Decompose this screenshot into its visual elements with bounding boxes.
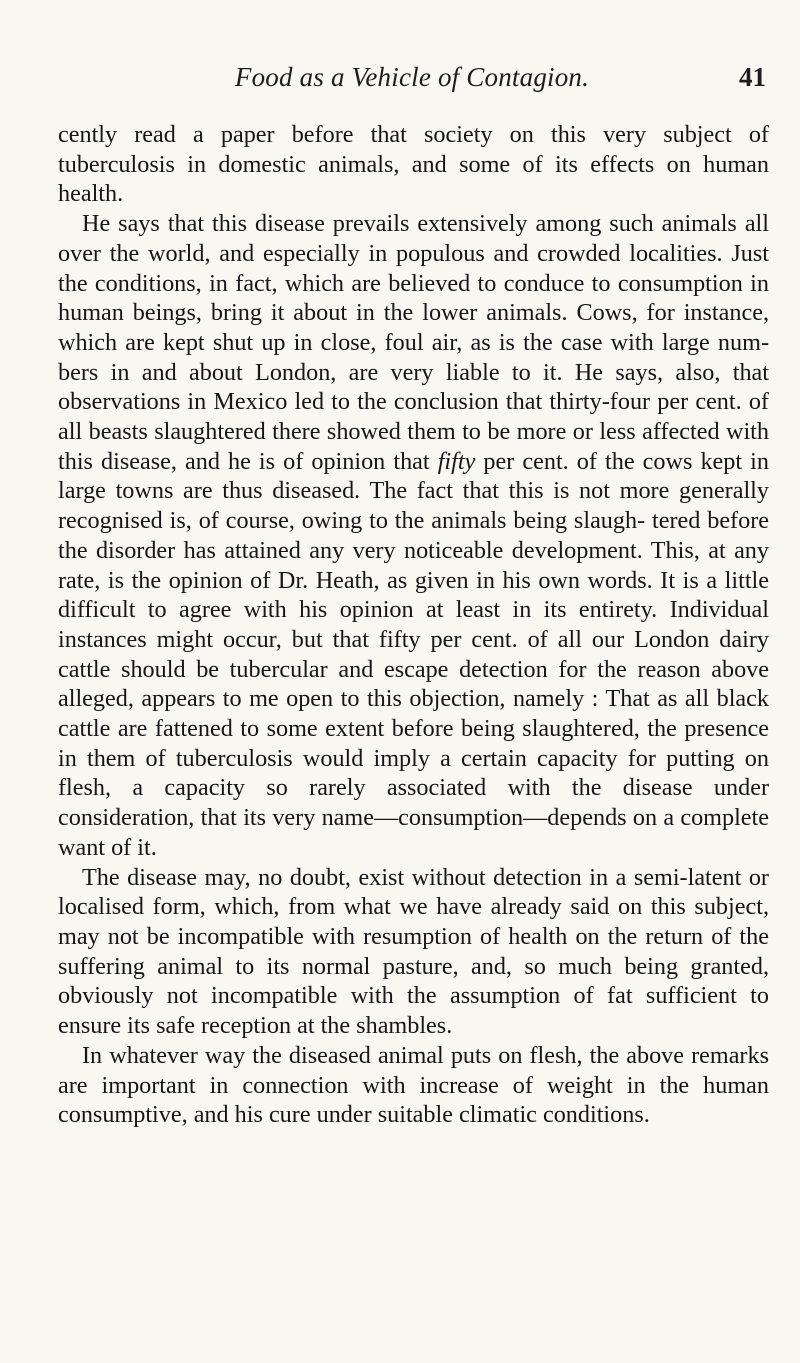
paragraph-4-text: In whatever way the diseased animal puts on flesh, the above remarks are important in connection with increase of weight in the human consumptive, and his cure under suitable climatic conditions.: [58, 1041, 769, 1129]
paragraph-2: [58, 209, 769, 862]
paragraph-1-text: cently read a paper before that society on this very subject of tuberculosis in domestic animals, and some of its effects on human health.: [58, 121, 769, 208]
emphasis-fifty: fifty: [437, 447, 476, 475]
paragraph-2-text-start: He says that this disease prevails extensively among such animals all over the world, and especially in populous and crowded localities. Just the conditions, in fact, which are believed to conduce to consumption in human beings, bring it about in the lower animals. Cows, for instance, which are kept shut up in close, foul air, as is the case with large num- bers in and about London, are very liable to it. He says, also, that observations in Mexico led to the conclusion that thirty-four per cent. of all beasts slaughtered there showed them to be more or less affected with this disease, and he is of opinion that: [58, 210, 769, 475]
page-number: 41: [739, 62, 766, 92]
body-text: [58, 120, 769, 1130]
page-header: [58, 62, 766, 104]
paragraph-3: [58, 863, 769, 1041]
paragraph-3-text: The disease may, no doubt, exist without detection in a semi-latent or localised form, which, from what we have already said on this subject, may not be incompatible with resumption of health on the return of the suffering animal to its normal pasture, and, so much being granted, obviously not incompatible with the assumption of fat sufficient to ensure its safe reception at the shambles.: [58, 863, 769, 1040]
paragraph-4: [58, 1041, 769, 1130]
paragraph-2-text-end: per cent. of the cows kept in large towns are thus diseased. The fact that this is not more generally recognised is, of course, owing to the animals being slaugh- tered before the disorder has attained any very noticeable development. This, at any rate, is the opinion of Dr. Heath, as given in his own words. It is a little difficult to agree with his opinion at least in its entirety. Individual instances might occur, but that fifty per cent. of all our London dairy cattle should be tubercular and escape detection for the reason above alleged, appears to me open to this objection, namely : That as all black cattle are fattened to some extent before being slaughtered, the presence in them of tuberculosis would imply a certain capacity for putting on flesh, a capacity so rarely associated with the disease under consideration, that its very name—consumption—depends on a complete want of it.: [58, 447, 769, 861]
paragraph-1: [58, 120, 769, 209]
running-head: Food as a Vehicle of Contagion.: [234, 62, 590, 92]
